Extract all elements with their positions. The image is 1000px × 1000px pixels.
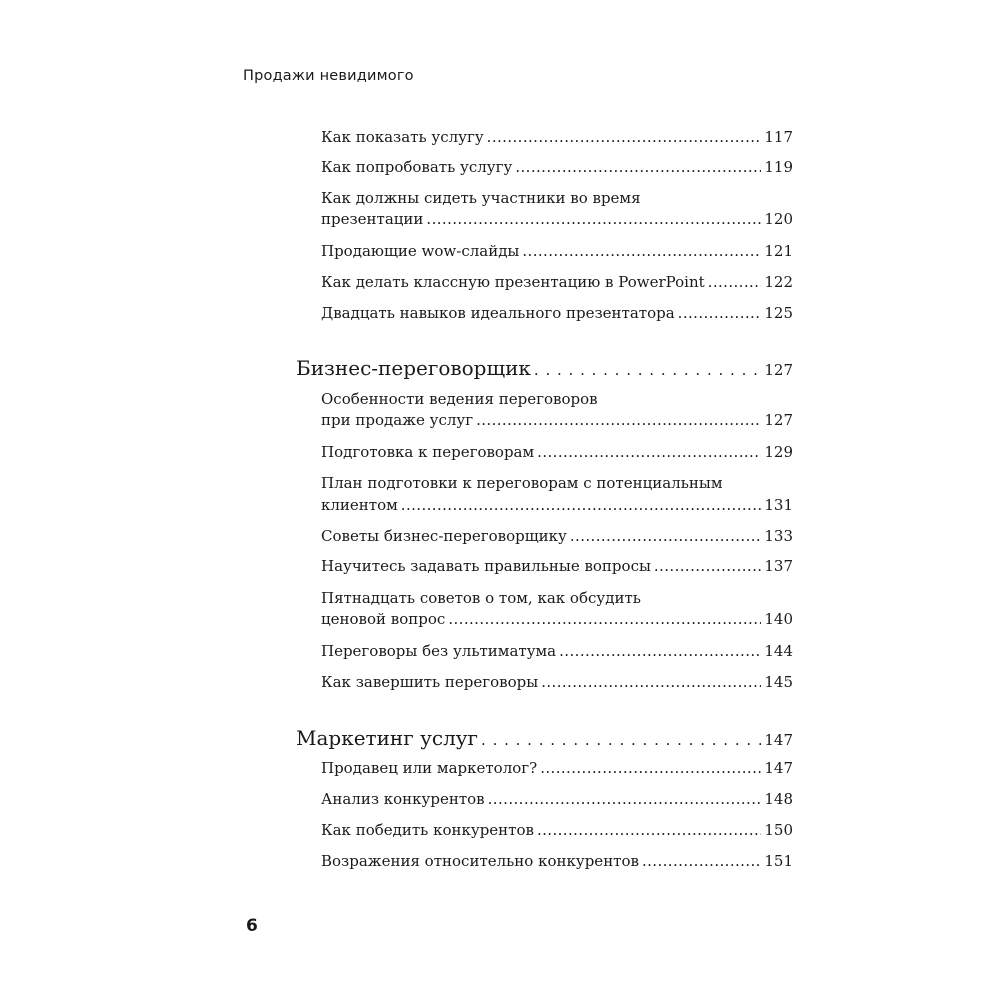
leader-dots xyxy=(476,411,761,429)
toc-entry-title: Двадцать навыков идеального презентатора xyxy=(321,304,675,322)
toc-entry-title: Продающие wow-слайды xyxy=(321,242,520,260)
toc-entry-page: 150 xyxy=(764,821,793,839)
leader-dots xyxy=(678,304,762,322)
leader-dots xyxy=(540,759,761,777)
toc-chapter xyxy=(296,726,793,750)
toc-chapter xyxy=(296,356,793,380)
toc-entry-title: презентации xyxy=(321,210,424,228)
toc-entry-title: Возражения относительно конкурентов xyxy=(321,852,639,870)
toc-entry-page: 127 xyxy=(764,411,793,429)
toc-entry xyxy=(321,852,793,870)
toc-entry-title-line1: Пятнадцать советов о том, как обсудить xyxy=(321,589,641,607)
leader-dots xyxy=(570,527,762,545)
toc-entry xyxy=(321,273,793,291)
toc-entry-page: 129 xyxy=(764,443,793,461)
toc-entry-page: 125 xyxy=(764,304,793,322)
toc-entry-title: Как показать услугу xyxy=(321,128,484,146)
leader-dots xyxy=(426,210,761,228)
running-head: Продажи невидимого xyxy=(243,68,414,84)
toc-entry xyxy=(321,411,793,429)
toc-entry-title: Продавец или маркетолог? xyxy=(321,759,538,777)
leader-dots xyxy=(401,496,762,514)
toc-entry-page: 137 xyxy=(764,557,793,575)
leader-dots xyxy=(642,852,761,870)
toc-entry xyxy=(321,557,793,575)
toc-entry-title: ценовой вопрос xyxy=(321,610,446,628)
toc-entry-page: 120 xyxy=(764,210,793,228)
toc-entry-title: Как делать классную презентацию в PowerPoint xyxy=(321,273,705,291)
leader-dots xyxy=(481,726,761,750)
toc-entry-title-line1: План подготовки к переговорам с потенциальным xyxy=(321,474,723,492)
toc-chapter-title: Бизнес-переговорщик xyxy=(296,356,531,380)
toc-entry-title: Анализ конкурентов xyxy=(321,790,485,808)
toc-entry-page: 121 xyxy=(764,242,793,260)
toc-entry xyxy=(321,673,793,691)
leader-dots xyxy=(515,158,761,176)
toc-entry-page: 119 xyxy=(764,158,793,176)
toc-entry-page: 151 xyxy=(764,852,793,870)
toc-entry-title: Научитесь задавать правильные вопросы xyxy=(321,557,651,575)
toc-entry xyxy=(321,527,793,545)
leader-dots xyxy=(488,790,762,808)
toc-entry xyxy=(321,242,793,260)
toc-chapter-page: 127 xyxy=(764,361,793,379)
leader-dots xyxy=(537,443,761,461)
toc-entry xyxy=(321,158,793,176)
toc-entry xyxy=(321,210,793,228)
toc-entry-title: Как победить конкурентов xyxy=(321,821,534,839)
toc-entry-title-line1: Как должны сидеть участники во время xyxy=(321,189,641,207)
toc-entry xyxy=(321,610,793,628)
toc-entry-page: 148 xyxy=(764,790,793,808)
toc-entry-title: Переговоры без ультиматума xyxy=(321,642,557,660)
toc-entry-page: 122 xyxy=(764,273,793,291)
toc-entry xyxy=(321,443,793,461)
toc-entry xyxy=(321,821,793,839)
leader-dots xyxy=(654,557,761,575)
toc-entry-title: Подготовка к переговорам xyxy=(321,443,535,461)
toc-entry-page: 133 xyxy=(764,527,793,545)
toc-entry xyxy=(321,304,793,322)
leader-dots xyxy=(537,821,761,839)
leader-dots xyxy=(559,642,761,660)
toc-entry-page: 147 xyxy=(764,759,793,777)
leader-dots xyxy=(541,673,761,691)
page-number: 6 xyxy=(246,916,258,936)
toc-entry xyxy=(321,790,793,808)
toc-entry xyxy=(321,128,793,146)
toc-entry xyxy=(321,496,793,514)
toc-entry xyxy=(321,642,793,660)
leader-dots xyxy=(708,273,762,291)
toc-entry-page: 131 xyxy=(764,496,793,514)
toc-entry-title-line1: Особенности ведения переговоров xyxy=(321,390,598,408)
toc-chapter-title: Маркетинг услуг xyxy=(296,726,479,750)
leader-dots xyxy=(522,242,761,260)
leader-dots xyxy=(448,610,761,628)
toc-entry xyxy=(321,759,793,777)
toc-entry-title: при продаже услуг xyxy=(321,411,474,429)
toc-entry-title: Как попробовать услугу xyxy=(321,158,513,176)
toc-entry-page: 144 xyxy=(764,642,793,660)
toc-entry-title: Советы бизнес-переговорщику xyxy=(321,527,567,545)
toc-chapter-page: 147 xyxy=(764,731,793,749)
toc-entry-page: 117 xyxy=(764,128,793,146)
toc-entry-title: Как завершить переговоры xyxy=(321,673,539,691)
toc-entry-page: 140 xyxy=(764,610,793,628)
leader-dots xyxy=(534,356,761,380)
leader-dots xyxy=(487,128,762,146)
toc-entry-title: клиентом xyxy=(321,496,398,514)
toc-entry-page: 145 xyxy=(764,673,793,691)
